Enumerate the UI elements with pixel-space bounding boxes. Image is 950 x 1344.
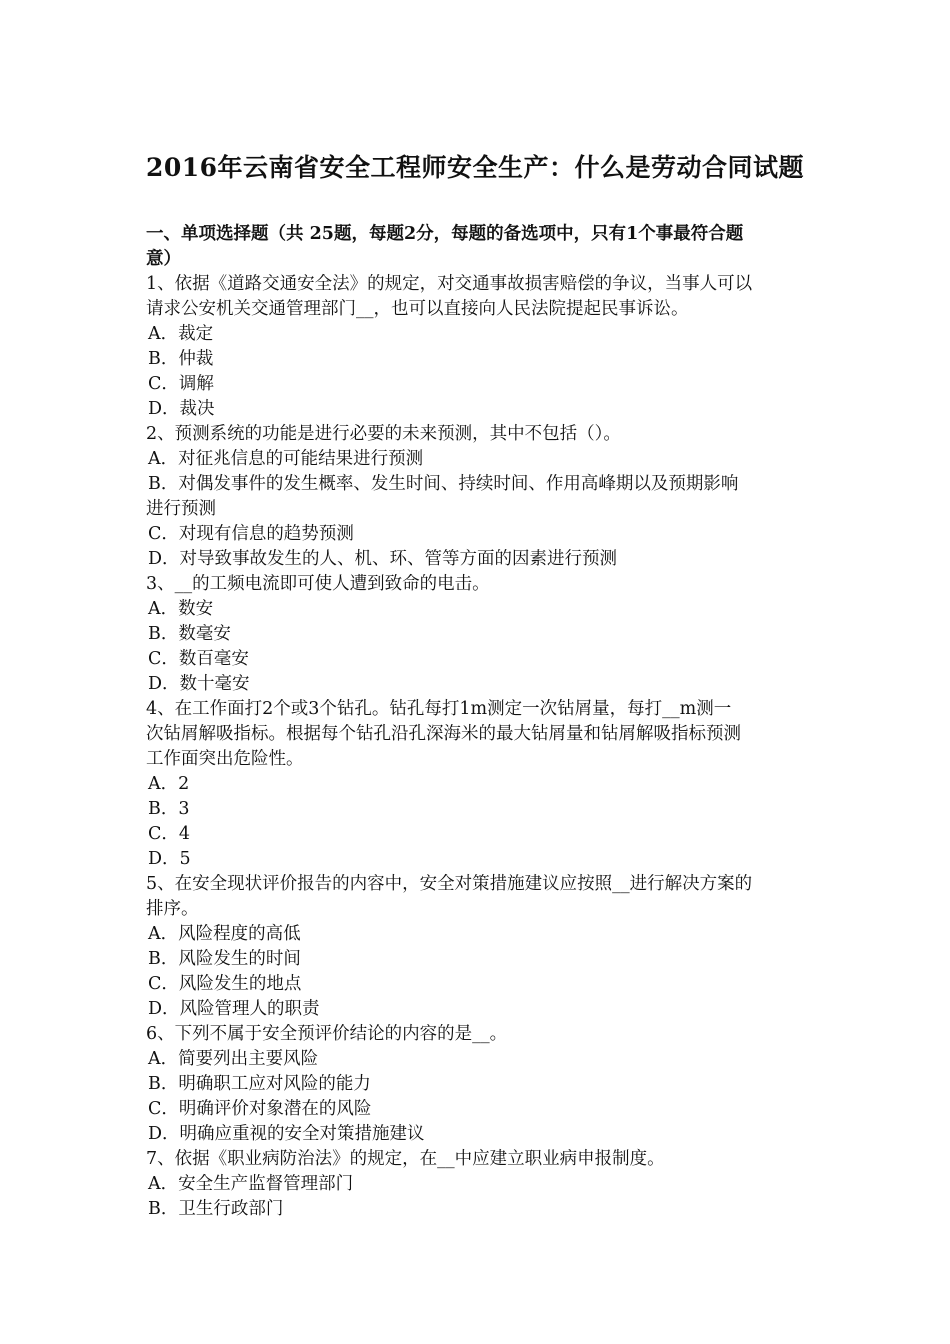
answer-option: B．3 [148, 799, 190, 819]
section-heading: 一、单项选择题（共 25题，每题2分，每题的备选项中，只有1个事最符合题 [146, 224, 744, 244]
question-text: 进行预测 [146, 499, 216, 519]
answer-option: D．对导致事故发生的人、机、环、管等方面的因素进行预测 [148, 549, 618, 569]
answer-option: B．仲裁 [148, 349, 214, 369]
answer-option: D．明确应重视的安全对策措施建议 [148, 1124, 425, 1144]
question-text: 次钻屑解吸指标。根据每个钻孔沿孔深海米的最大钻屑量和钻屑解吸指标预测 [146, 724, 741, 744]
answer-option: C．对现有信息的趋势预测 [148, 524, 354, 544]
answer-option: A．对征兆信息的可能结果进行预测 [148, 449, 424, 469]
question-text: 3、__的工频电流即可使人遭到致命的电击。 [146, 574, 490, 594]
question-text: 7、依据《职业病防治法》的规定，在__中应建立职业病申报制度。 [146, 1149, 665, 1169]
question-text: 1、依据《道路交通安全法》的规定，对交通事故损害赔偿的争议，当事人可以 [146, 274, 753, 294]
answer-option: C．4 [148, 824, 191, 844]
question-list [146, 222, 810, 1222]
answer-option: D．风险管理人的职责 [148, 999, 320, 1019]
answer-option: D．数十毫安 [148, 674, 250, 694]
answer-option: C．明确评价对象潜在的风险 [148, 1099, 372, 1119]
answer-option: A．2 [148, 774, 190, 794]
answer-option: B．风险发生的时间 [148, 949, 301, 969]
question-text: 请求公安机关交通管理部门__，也可以直接向人民法院提起民事诉讼。 [146, 299, 689, 319]
answer-option: D．5 [148, 849, 191, 869]
answer-option: B．对偶发事件的发生概率、发生时间、持续时间、作用高峰期以及预期影响 [148, 474, 739, 494]
answer-option: C．数百毫安 [148, 649, 249, 669]
document-title: 2016年云南省安全工程师安全生产：什么是劳动合同试题 [145, 153, 805, 182]
answer-option: D．裁决 [148, 399, 215, 419]
question-text: 5、在安全现状评价报告的内容中，安全对策措施建议应按照__进行解决方案的 [146, 874, 753, 894]
answer-option: A．安全生产监督管理部门 [148, 1174, 354, 1194]
question-text: 2、预测系统的功能是进行必要的未来预测，其中不包括（）。 [146, 424, 621, 444]
answer-option: B．数毫安 [148, 624, 231, 644]
question-text: 排序。 [146, 899, 199, 919]
answer-option: B．卫生行政部门 [148, 1199, 284, 1219]
answer-option: C．风险发生的地点 [148, 974, 302, 994]
question-text: 4、在工作面打2个或3个钻孔。钻孔每打1m测定一次钻屑量，每打__m测一 [146, 699, 732, 719]
answer-option: A．裁定 [148, 324, 214, 344]
answer-option: A．数安 [148, 599, 214, 619]
answer-option: C．调解 [148, 374, 214, 394]
answer-option: B．明确职工应对风险的能力 [148, 1074, 371, 1094]
question-text: 工作面突出危险性。 [146, 749, 304, 769]
question-text: 6、下列不属于安全预评价结论的内容的是__。 [146, 1024, 508, 1044]
section-heading: 意） [146, 249, 181, 269]
answer-option: A．风险程度的高低 [148, 924, 301, 944]
answer-option: A．简要列出主要风险 [148, 1049, 319, 1069]
